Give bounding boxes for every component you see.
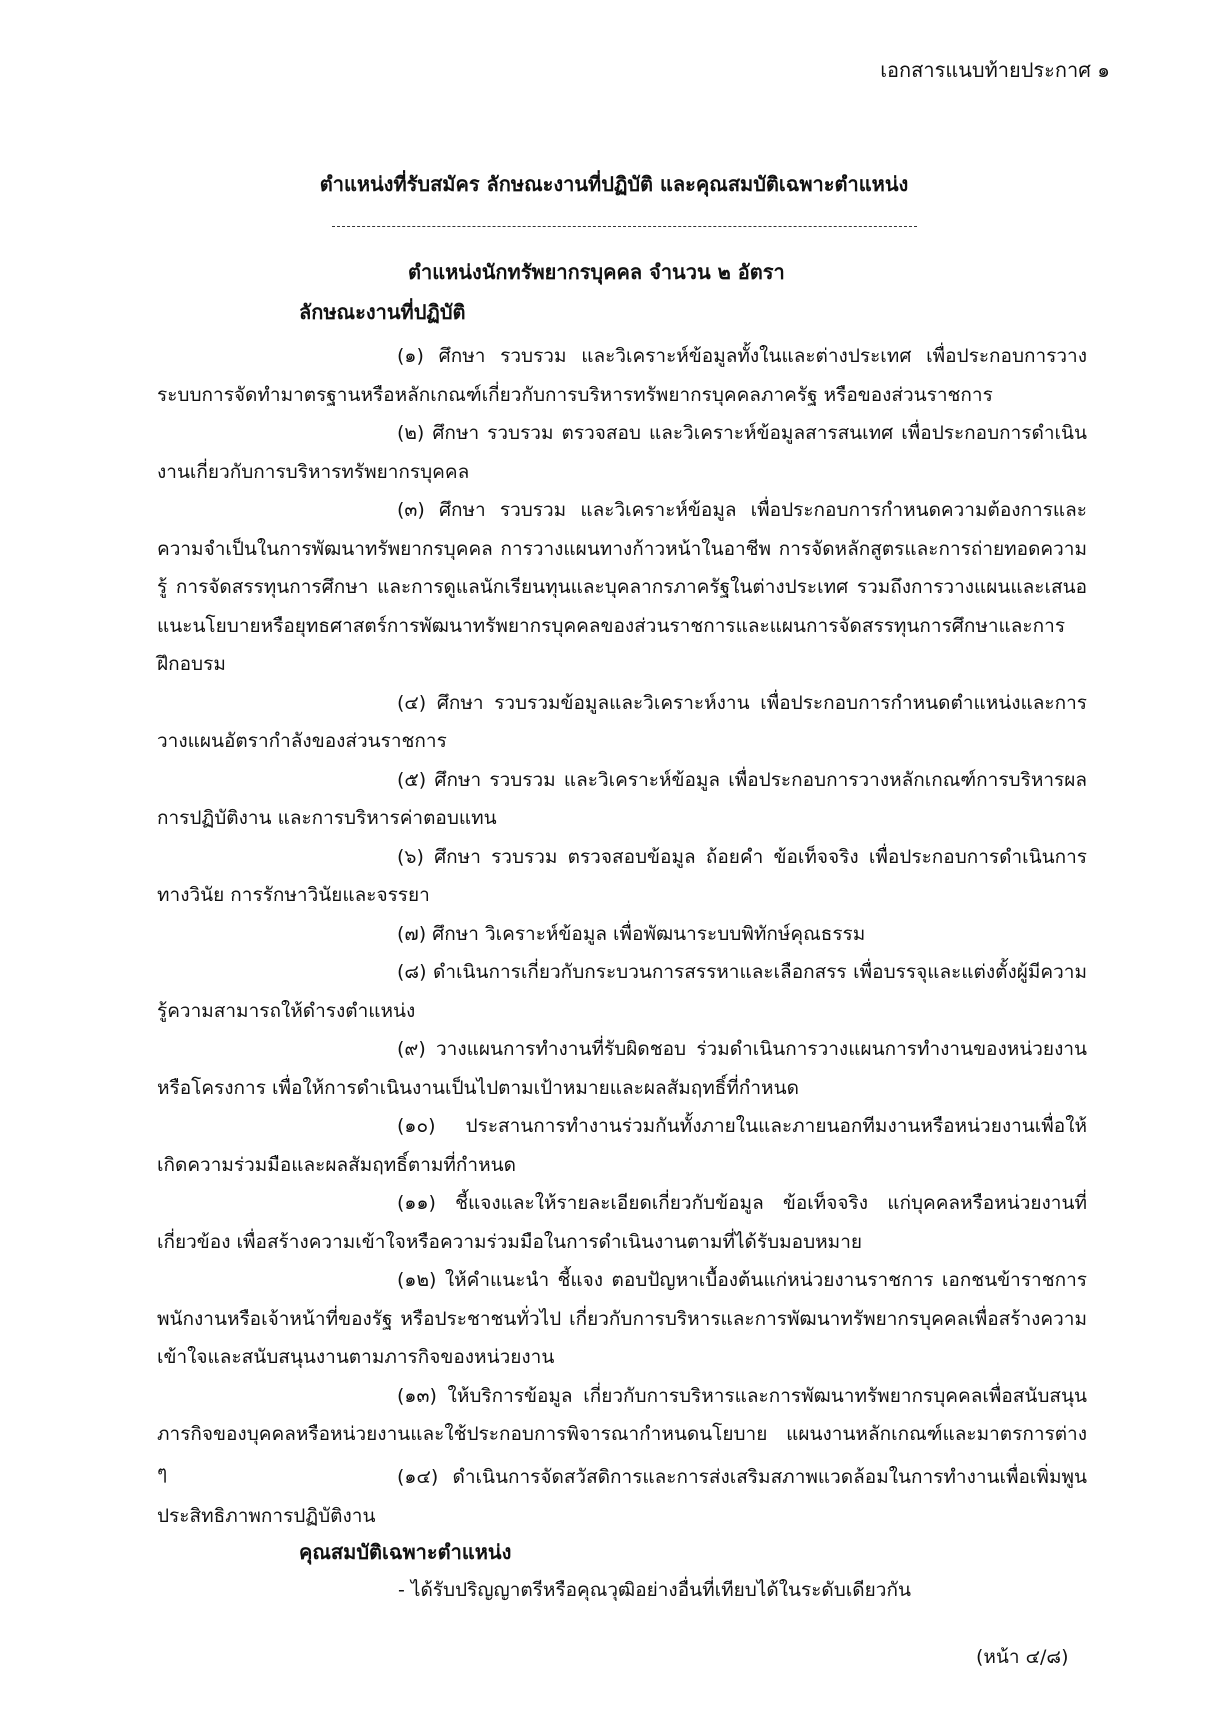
duty-item: (๒) ศึกษา รวบรวม ตรวจสอบ และวิเคราะห์ข้อมูลสารสนเทศ เพื่อประกอบการดำเนินงานเกี่ยวกับการบริหารทรัพยากรบุคคล xyxy=(157,422,1087,483)
dashed-divider xyxy=(332,226,917,227)
duty-item: (๙) วางแผนการทำงานที่รับผิดชอบ ร่วมดำเนินการวางแผนการทำงานของหน่วยงานหรือโครงการ เพื่อให้การดำเนินงานเป็นไปตามเป้าหมายและผลสัมฤทธิ์ที่กำหนด xyxy=(157,1038,1087,1099)
qualifications-heading: คุณสมบัติเฉพาะตำแหน่ง xyxy=(299,1540,512,1564)
duties-heading: ลักษณะงานที่ปฏิบัติ xyxy=(299,300,466,324)
duty-item: (๑๑) ชี้แจงและให้รายละเอียดเกี่ยวกับข้อมูล ข้อเท็จจริง แก่บุคคลหรือหน่วยงานที่เกี่ยวข้อง เพื่อสร้างความเข้าใจหรือความร่วมมือในการดำเนินงานตามที่ได้รับมอบหมาย xyxy=(157,1192,1087,1253)
duty-item: (๑๓) ให้บริการข้อมูล เกี่ยวกับการบริหารและการพัฒนาทรัพยากรบุคคลเพื่อสนับสนุนภารกิจของบุคคลหรือหน่วยงานและใช้ประกอบการพิจารณากำหนดนโยบาย แผนงานหลักเกณฑ์และมาตรการต่าง ๆ xyxy=(157,1384,1087,1484)
duty-item: (๕) ศึกษา รวบรวม และวิเคราะห์ข้อมูล เพื่อประกอบการวางหลักเกณฑ์การบริหารผลการปฏิบัติงาน และการบริหารค่าตอบแทน xyxy=(157,768,1087,829)
duty-item: (๓) ศึกษา รวบรวม และวิเคราะห์ข้อมูล เพื่อประกอบการกำหนดความต้องการและความจำเป็นในการพัฒนาทรัพยากรบุคคล การวางแผนทางก้าวหน้าในอาชีพ การจัดหลักสูตรและการถ่ายทอดความรู้ การจัดสรรทุนการศึกษา และการดูแลนักเรียนทุนและบุคลากรภาครัฐในต่างประเทศ รวมถึงการวางแผนและเสนอแนะนโยบายหรือยุทธศาสตร์การพัฒนาทรัพยากรบุคคลของส่วนราชการและแผนการจัดสรรทุนการศึกษาและการฝึกอบรม xyxy=(157,499,1087,675)
duty-item: (๑๒) ให้คำแนะนำ ชี้แจง ตอบปัญหาเบื้องต้นแก่หน่วยงานราชการ เอกชนข้าราชการ พนักงานหรือเจ้าหน้าที่ของรัฐ หรือประชาชนทั่วไป เกี่ยวกับการบริหารและการพัฒนาทรัพยากรบุคคลเพื่อสร้างความเข้าใจและสนับสนุนงานตามภารกิจของหน่วยงาน xyxy=(157,1269,1087,1368)
duty-item: (๔) ศึกษา รวบรวมข้อมูลและวิเคราะห์งาน เพื่อประกอบการกำหนดตำแหน่งและการวางแผนอัตรากำลังของส่วนราชการ xyxy=(157,691,1087,752)
duty-item: (๑๐) ประสานการทำงานร่วมกันทั้งภายในและภายนอกทีมงานหรือหน่วยงานเพื่อให้เกิดความร่วมมือและผลสัมฤทธิ์ตามที่กำหนด xyxy=(157,1115,1087,1176)
page-number: (หน้า ๔/๘) xyxy=(976,1646,1069,1668)
duty-item: (๖) ศึกษา รวบรวม ตรวจสอบข้อมูล ถ้อยคำ ข้อเท็จจริง เพื่อประกอบการดำเนินการทางวินัย การรักษาวินัยและจรรยา xyxy=(157,845,1087,906)
duty-item: (๘) ดำเนินการเกี่ยวกับกระบวนการสรรหาและเลือกสรร เพื่อบรรจุและแต่งตั้งผู้มีความรู้ความสามารถให้ดำรงตำแหน่ง xyxy=(157,961,1087,1022)
position-heading: ตำแหน่งนักทรัพยากรบุคคล จำนวน ๒ อัตรา xyxy=(408,260,785,284)
duty-item: (๗) ศึกษา วิเคราะห์ข้อมูล เพื่อพัฒนาระบบพิทักษ์คุณธรรม xyxy=(397,922,866,945)
qualification-item: - ได้รับปริญญาตรีหรือคุณวุฒิอย่างอื่นที่เทียบได้ในระดับเดียวกัน xyxy=(398,1579,911,1601)
duty-item: (๑) ศึกษา รวบรวม และวิเคราะห์ข้อมูลทั้งในและต่างประเทศ เพื่อประกอบการวางระบบการจัดทำมาตรฐานหรือหลักเกณฑ์เกี่ยวกับการบริหารทรัพยากรบุคคลภาครัฐ หรือของส่วนราชการ xyxy=(157,345,1087,406)
attachment-reference: เอกสารแนบท้ายประกาศ ๑ xyxy=(880,58,1110,82)
duty-item: (๑๔) ดำเนินการจัดสวัสดิการและการส่งเสริมสภาพแวดล้อมในการทำงานเพื่อเพิ่มพูนประสิทธิภาพการปฏิบัติงาน xyxy=(157,1466,1087,1527)
duties-list xyxy=(157,337,1087,1492)
page-title: ตำแหน่งที่รับสมัคร ลักษณะงานที่ปฏิบัติ และคุณสมบัติเฉพาะตำแหน่ง xyxy=(319,172,909,196)
